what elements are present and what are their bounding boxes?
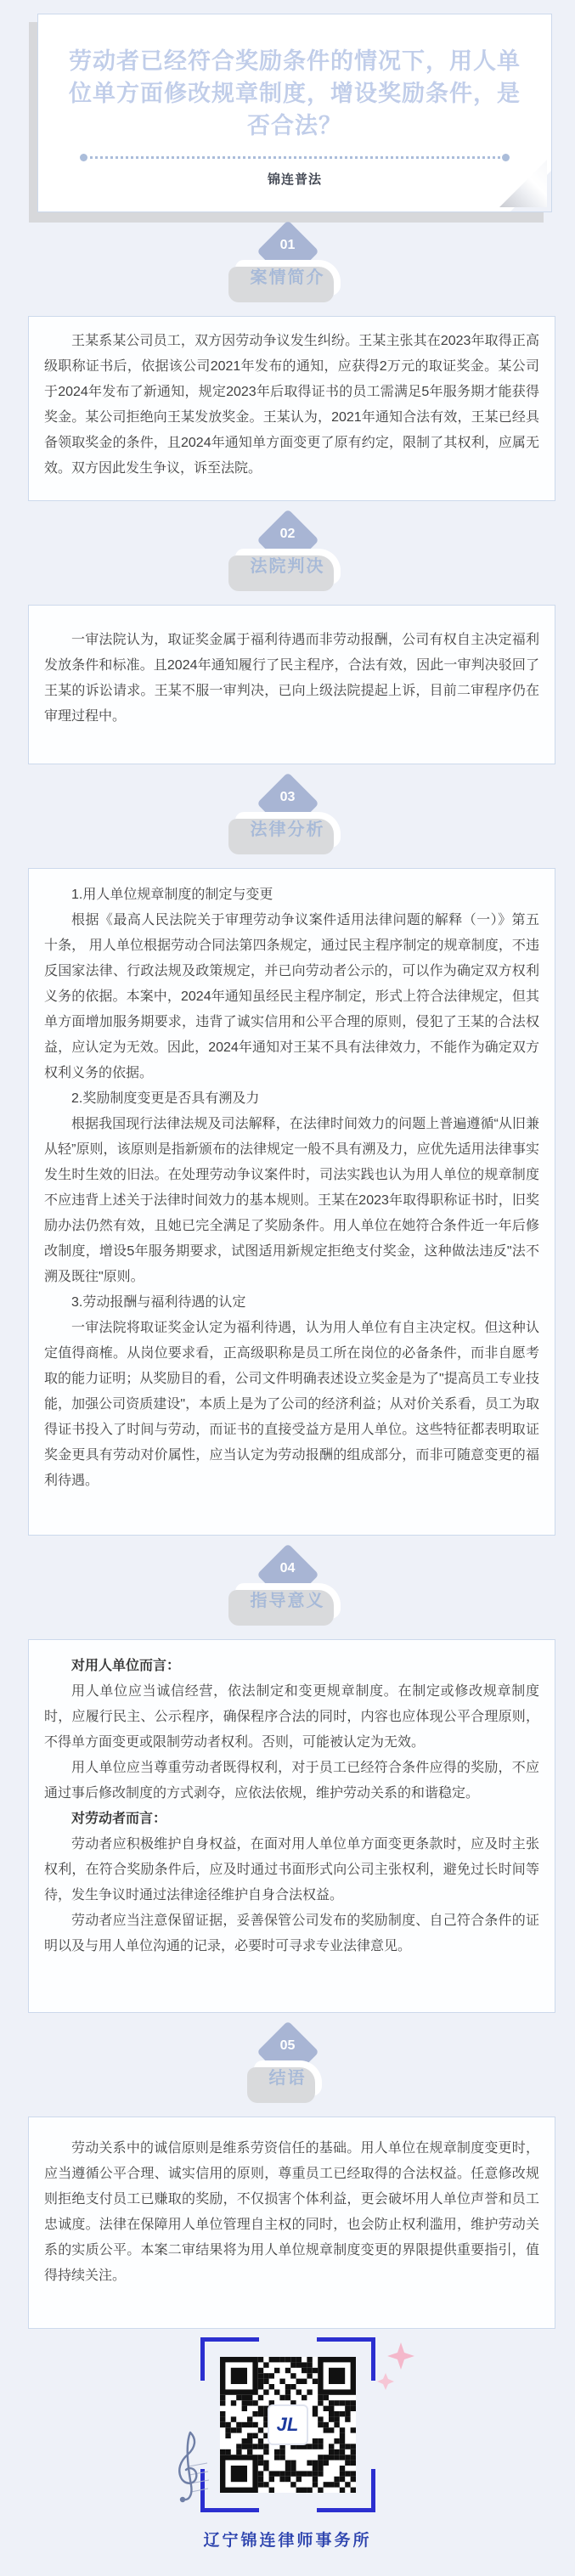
section-card bbox=[28, 868, 555, 1536]
paragraph: 用人单位应当尊重劳动者既得权利，对于员工已经符合条件应得的奖励，不应通过事后修改制度的方式剥夺，应依法依规，维护劳动关系的和谐稳定。 bbox=[44, 1761, 539, 1801]
paragraph: 1.用人单位规章制度的制定与变更 bbox=[71, 888, 273, 902]
header-card bbox=[37, 14, 552, 212]
paragraph-heading: 对用人单位而言： bbox=[71, 1659, 181, 1673]
paragraph-heading: 对劳动者而言： bbox=[71, 1812, 167, 1826]
article-section bbox=[0, 2028, 575, 2329]
section-card bbox=[28, 605, 555, 764]
section-number: 01 bbox=[279, 238, 296, 252]
paragraph: 一审法院将取证奖金认定为福利待遇，认为用人单位有自主决定权。但这种认定值得商榷。从岗位要求看，正高级职称是员工所在岗位的必备条件，而非自愿考取的能力证明；从奖励目的看，公司文件明确表述设立奖金是为了"提高员工专业技能，加强公司资质建设"，本质上是为了公司的经济利益；从对价关系看，员工为取得证书投入了时间与劳动，而证书的直接受益方是用人单位。这些特征都表明取证奖金更具有劳动对价属性，应当认定为劳动报酬的组成部分，而非可随意变更的福利待遇。 bbox=[44, 1321, 539, 1488]
section-title: 结语 bbox=[268, 2069, 307, 2088]
sparkle-icon bbox=[375, 2341, 420, 2404]
article-footer bbox=[0, 2337, 575, 2576]
section-badge bbox=[0, 780, 575, 863]
paragraph: 2.奖励制度变更是否具有溯及力 bbox=[71, 1091, 260, 1106]
section-number: 04 bbox=[279, 1561, 296, 1575]
section-badge bbox=[0, 2028, 575, 2111]
section-title: 指导意义 bbox=[250, 1592, 325, 1610]
law-firm-name: 辽宁锦连律师事务所 bbox=[203, 2532, 372, 2550]
article-section bbox=[0, 228, 575, 501]
article-section bbox=[0, 1551, 575, 2013]
section-title-tag bbox=[235, 812, 341, 848]
section-badge bbox=[0, 228, 575, 311]
article-section bbox=[0, 516, 575, 764]
section-number: 03 bbox=[279, 790, 296, 804]
paragraph: 劳动者应当注意保留证据，妥善保管公司发布的奖励制度、自己符合条件的证明以及与用人单位沟通的记录，必要时可寻求专业法律意见。 bbox=[44, 1914, 539, 1953]
section-title-tag bbox=[235, 260, 341, 296]
paragraph: 用人单位应当诚信经营，依法制定和变更规章制度。在制定或修改规章制度时，应履行民主、公示程序，确保程序合法的同时，内容也应体现公平合理原则，不得单方面变更或限制劳动者权利。否则，可能被认定为无效。 bbox=[44, 1684, 539, 1750]
article-title: 劳动者已经符合奖励条件的情况下，用人单位单方面修改规章制度，增设奖励条件，是否合法？ bbox=[69, 48, 521, 138]
article-header bbox=[37, 14, 552, 212]
paragraph: 一审法院认为，取证奖金属于福利待遇而非劳动报酬，公司有权自主决定福利发放条件和标准。且2024年通知履行了民主程序，合法有效，因此一审判决驳回了王某的诉讼请求。王某不服一审判决，已向上级法院提起上诉，目前二审程序仍在审理过程中。 bbox=[44, 633, 539, 724]
section-title-tag bbox=[235, 1583, 341, 1619]
section-title: 法院判决 bbox=[250, 557, 325, 576]
paragraph: 3.劳动报酬与福利待遇的认定 bbox=[71, 1295, 246, 1310]
paragraph: 劳动者应积极维护自身权益，在面对用人单位单方面变更条款时，应及时主张权利，在符合奖励条件后，应及时通过书面形式向公司主张权利，避免过长时间等待，发生争议时通过法律途径维护自身合法权益。 bbox=[44, 1837, 539, 1902]
dotted-divider bbox=[84, 156, 505, 159]
paragraph: 劳动关系中的诚信原则是维系劳资信任的基础。用人单位在规章制度变更时，应当遵循公平合理、诚实信用的原则，尊重员工已经取得的合法权益。任意修改规则拒绝支付员工已赚取的奖励，不仅损害个体利益，更会破坏用人单位声誉和员工忠诚度。法律在保障用人单位管理自主权的同时，也会防止权利滥用，维护劳动关系的实质公平。本案二审结果将为用人单位规章制度变更的界限提供重要指引，值得持续关注。 bbox=[44, 2141, 539, 2283]
article-page bbox=[0, 14, 575, 2576]
qr-code-block bbox=[200, 2337, 375, 2512]
section-card bbox=[28, 2117, 555, 2329]
section-badge bbox=[0, 1551, 575, 1634]
section-badge bbox=[0, 516, 575, 600]
section-card bbox=[28, 1639, 555, 2013]
section-card bbox=[28, 316, 555, 501]
article-sections bbox=[0, 228, 575, 2329]
paragraph: 王某系某公司员工，双方因劳动争议发生纠纷。王某主张其在2023年取得正高级职称证书后，依据该公司2021年发布的通知，应获得2万元的取证奖金。某公司于2024年发布了新通知，规定2023年后取得证书的员工需满足5年服务期才能获得奖金。某公司拒绝向王某发放奖金。王某认为，2021年通知合法有效，王某已经具备领取奖金的条件，且2024年通知单方面变更了原有约定，限制了其权利，应属无效。双方因此发生争议，诉至法院。 bbox=[44, 334, 539, 476]
section-title: 案情简介 bbox=[250, 268, 325, 287]
section-title: 法律分析 bbox=[250, 820, 325, 839]
paragraph: 根据《最高人民法院关于审理劳动争议案件适用法律问题的解释（一）》第五十条， 用人单位根据劳动合同法第四条规定，通过民主程序制定的规章制度，不违反国家法律、行政法规及政策规定，并已向劳动者公示的，可以作为确定双方权利义务的依据。本案中，2024年通知虽经民主程序制定，形式上符合法律规定，但其单方面增加服务期要求，违背了诚实信用和公平合理的原则，侵犯了王某的合法权益，应认定为无效。因此，2024年通知对王某不具有法律效力，不能作为确定双方权利义务的依据。 bbox=[44, 913, 539, 1080]
section-title-tag bbox=[254, 2060, 322, 2096]
section-number: 02 bbox=[279, 527, 296, 541]
treble-clef-icon bbox=[170, 2429, 209, 2515]
column-name: 锦连普法 bbox=[267, 172, 322, 187]
section-number: 05 bbox=[279, 2038, 296, 2053]
section-title-tag bbox=[235, 549, 341, 584]
qr-center-logo: JL bbox=[268, 2404, 308, 2445]
article-section bbox=[0, 780, 575, 1536]
paragraph: 根据我国现行法律法规及司法解释，在法律时间效力的问题上普遍遵循“从旧兼从轻”原则，该原则是指新颁布的法律规定一般不具有溯及力，应优先适用法律事实发生时生效的旧法。在处理劳动争议案件时，司法实践也认为用人单位的规章制度不应违背上述关于法律时间效力的基本规则。王某在2023年取得职称证书时，旧奖励办法仍然有效，且她已完全满足了奖励条件。用人单位在她符合条件近一年后修改制度，增设5年服务期要求，试图适用新规定拒绝支付奖金，这种做法违反"法不溯及既往"原则。 bbox=[44, 1117, 539, 1284]
